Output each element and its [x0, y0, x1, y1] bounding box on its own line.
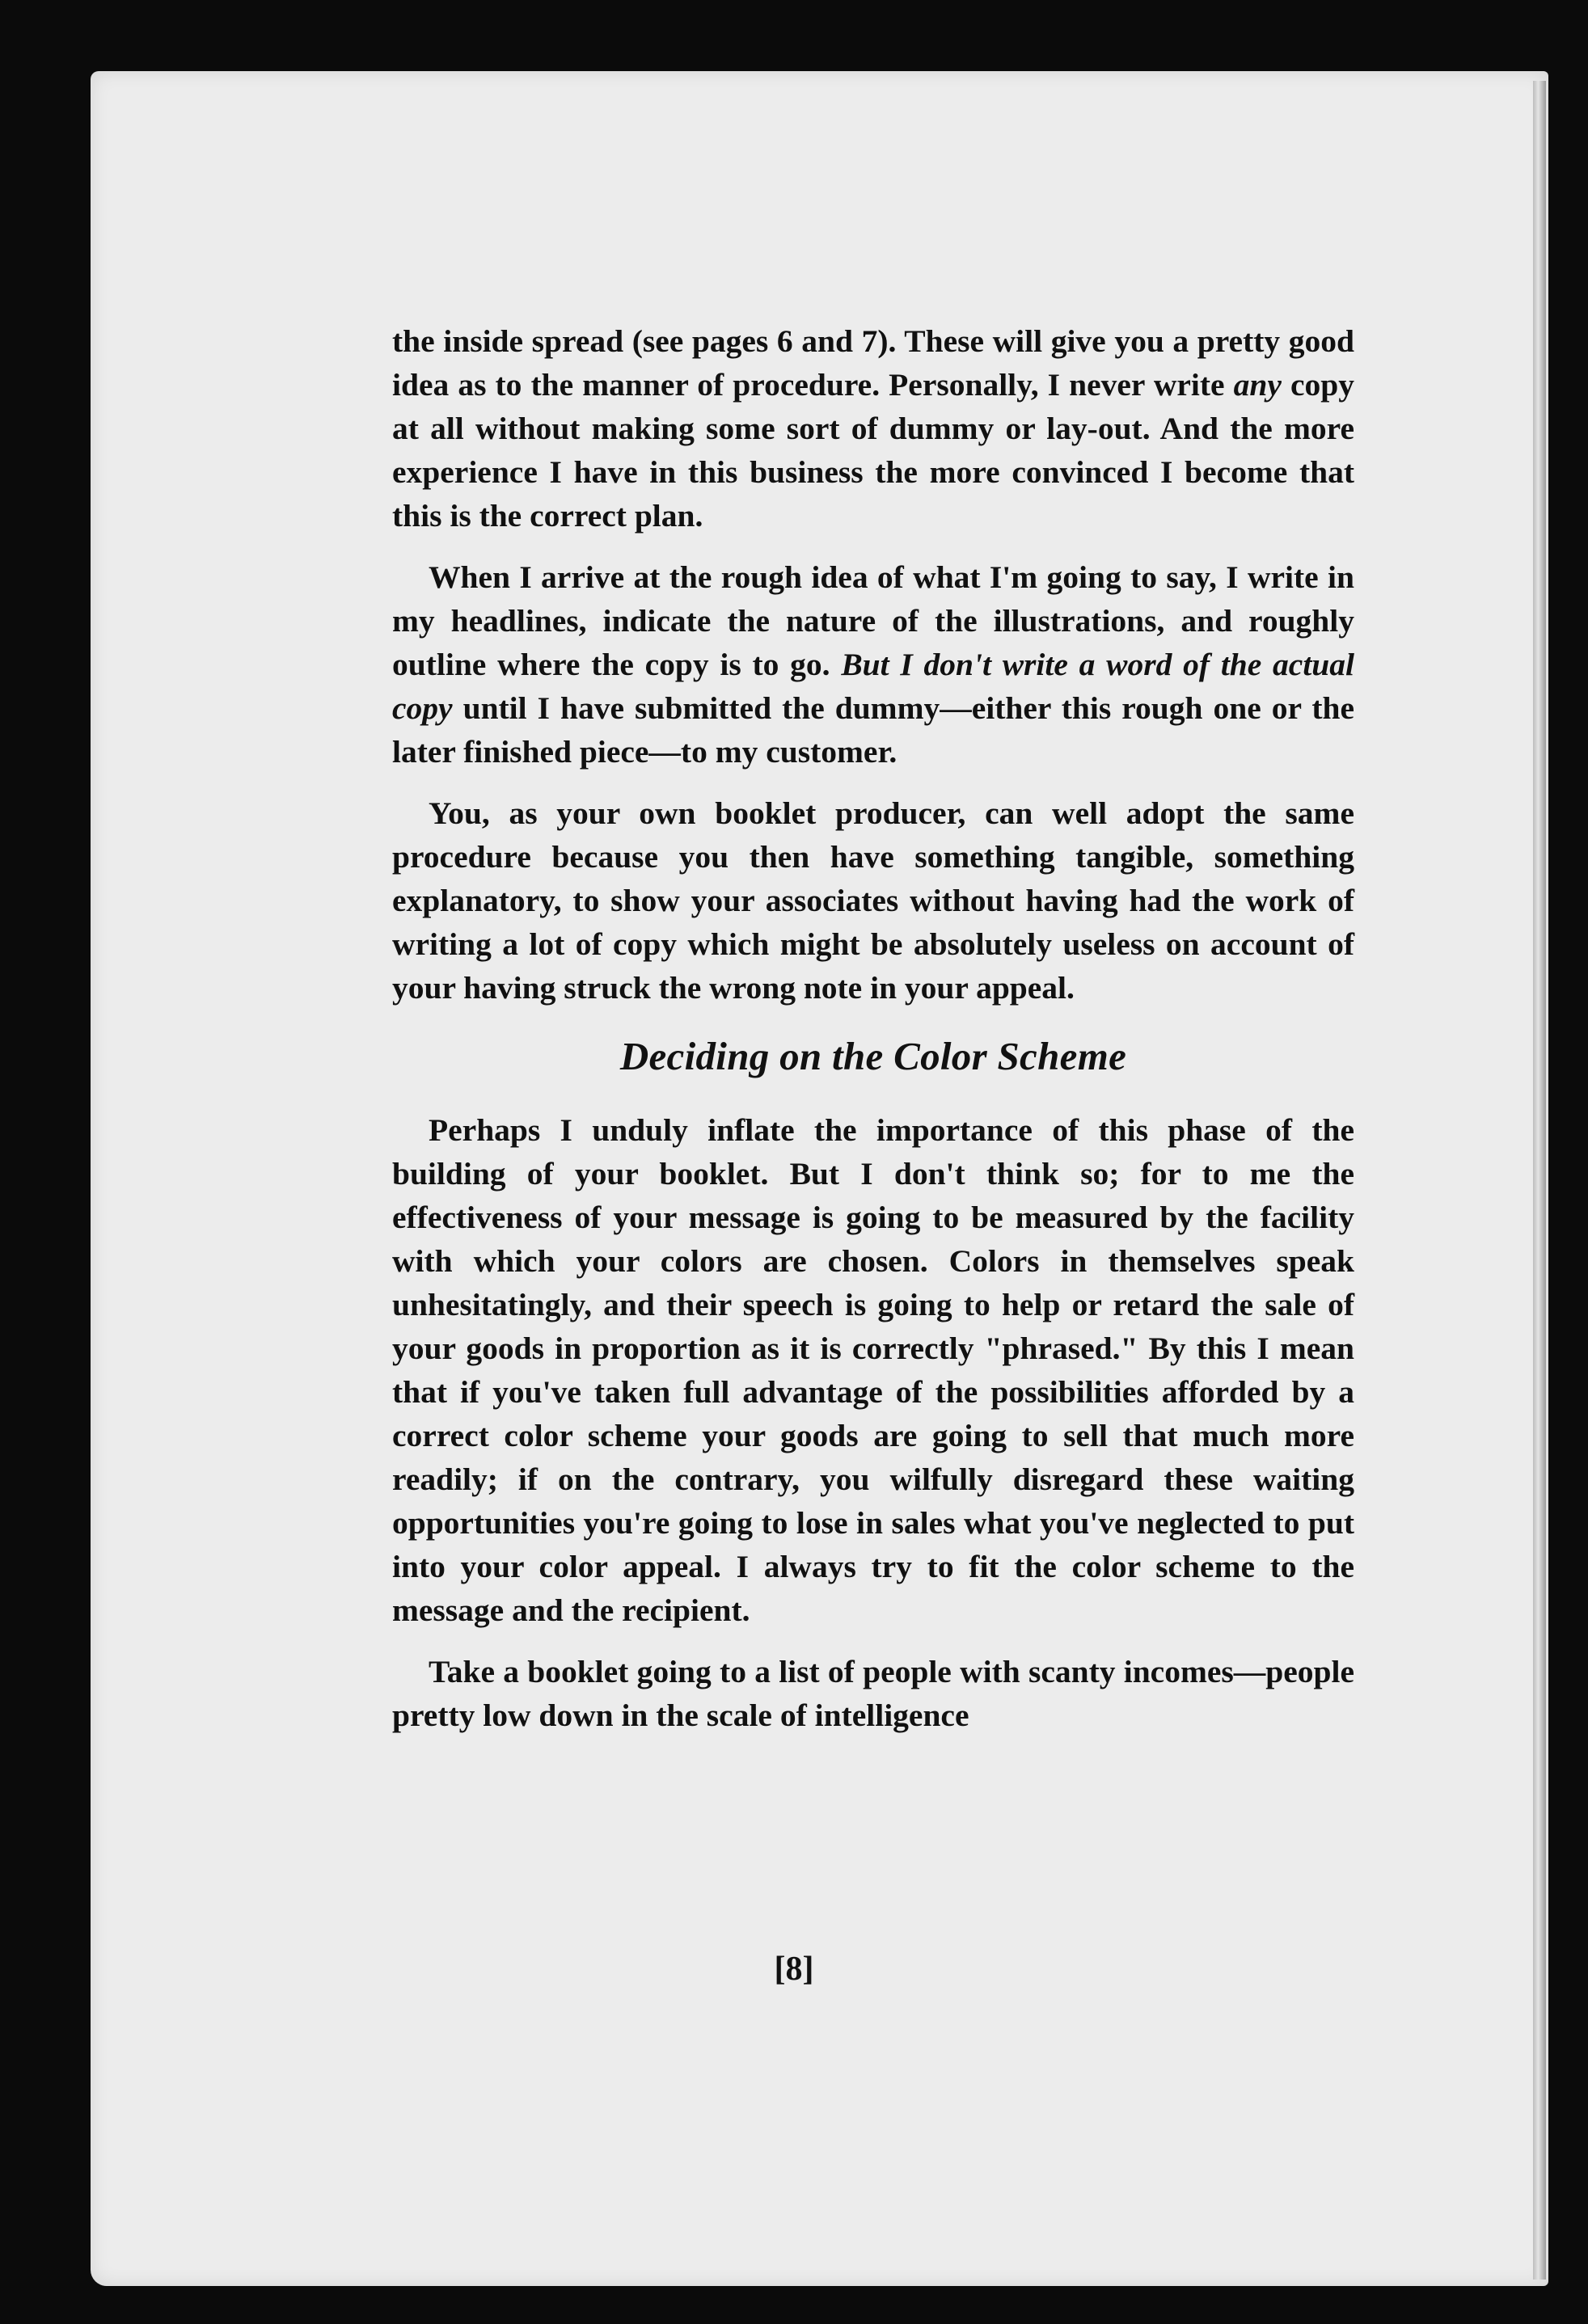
- text-run: copy at all without making some sort of dummy or lay-out. And the more experience I have in this business the more convinced I become that this is the correct plan.: [392, 367, 1354, 534]
- text-run: Take a booklet going to a list of people with scanty incomes—people pretty low down in the scale of intelligence: [392, 1654, 1354, 1733]
- paragraph-1: [392, 319, 1354, 538]
- emphasis-run: But I don't write a word of the actual copy: [392, 647, 1354, 726]
- page-number: [8]: [774, 1951, 814, 1988]
- text-run: When I arrive at the rough idea of what I'm going to say, I write in my headlines, indicate the nature of the illustrations, and roughly outline where the copy is to go.: [392, 559, 1354, 682]
- text-run: the inside spread (see pages 6 and 7). These will give you a pretty good idea as to the manner of procedure. Personally, I never write: [392, 323, 1354, 403]
- text-run: until I have submitted the dummy—either this rough one or the later finished piece—to my customer.: [392, 690, 1354, 770]
- text-run: Perhaps I unduly inflate the importance of this phase of the building of your booklet. But I don't think so; for to me the effectiveness of your message is going to be measured by the facility with which your colors are chosen. Colors in themselves speak unhesitatingly, and their speech is going to help or retard the sale of your goods in proportion as it is correctly "phrased." By this I mean that if you've taken full advantage of the possibilities afforded by a correct color scheme your goods are going to sell that much more readily; if on the contrary, you wilfully disregard these waiting opportunities you're going to lose in sales what you've neglected to put into your color appeal. I always try to fit the color scheme to the message and the recipient.: [392, 1112, 1354, 1628]
- section-heading: Deciding on the Color Scheme: [619, 1034, 1127, 1078]
- emphasis-run: any: [1233, 367, 1282, 403]
- paragraph-5: [392, 1650, 1354, 1737]
- paragraph-3: [392, 791, 1354, 1010]
- body-text: [392, 319, 1354, 1755]
- paragraph-4: [392, 1108, 1354, 1632]
- paragraph-2: [392, 555, 1354, 774]
- text-run: You, as your own booklet producer, can well adopt the same procedure because you then have something tangible, something explanatory, to show your associates without having had the work of writing a lot of copy which might be absolutely useless on account of your having struck the wrong note in your appeal.: [392, 795, 1354, 1006]
